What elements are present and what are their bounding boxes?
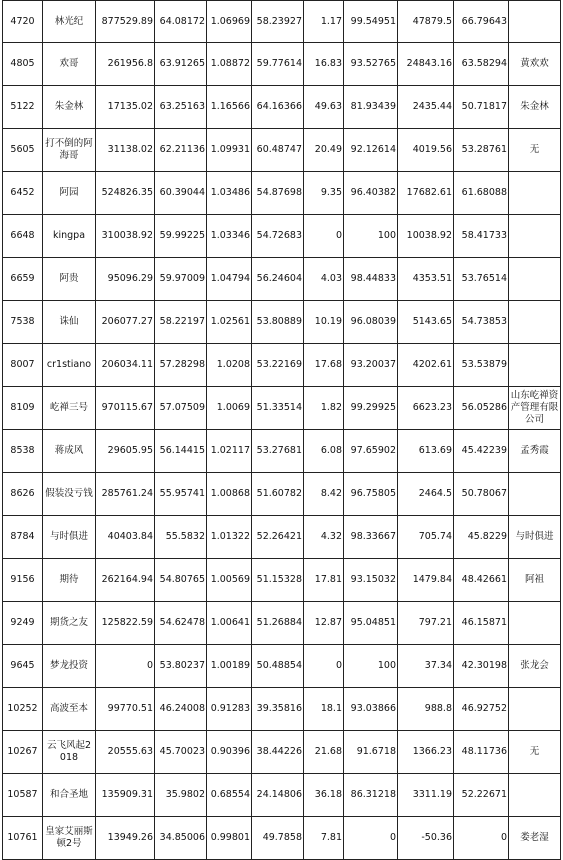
drawdown-cell: 20.49 <box>304 129 344 172</box>
note-cell: 山东屹禅资产管理有限公司 <box>509 387 561 430</box>
note-cell: 黄欢欢 <box>509 43 561 86</box>
index-cell: 48.42661 <box>454 559 509 602</box>
profit-cell: 47879.5 <box>398 1 454 43</box>
name-cell: 假装没亏钱 <box>43 473 96 516</box>
profit-cell: 4353.51 <box>398 258 454 301</box>
score-cell: 64.08172 <box>155 1 207 43</box>
name-cell: 阿贵 <box>43 258 96 301</box>
rate-cell: 93.03866 <box>344 688 398 731</box>
table-row <box>3 559 561 602</box>
score-cell: 35.9802 <box>155 774 207 817</box>
table-row <box>3 301 561 344</box>
percent-cell: 54.87698 <box>252 172 304 215</box>
profit-cell: 613.69 <box>398 430 454 473</box>
score-cell: 53.80237 <box>155 645 207 688</box>
index-cell: 52.22671 <box>454 774 509 817</box>
score-cell: 60.39044 <box>155 172 207 215</box>
rate-cell: 92.12614 <box>344 129 398 172</box>
index-cell: 48.11736 <box>454 731 509 774</box>
index-cell: 42.30198 <box>454 645 509 688</box>
percent-cell: 39.35816 <box>252 688 304 731</box>
name-cell: 梦龙投资 <box>43 645 96 688</box>
note-cell: 无 <box>509 731 561 774</box>
table-row <box>3 1 561 43</box>
score-cell: 59.99225 <box>155 215 207 258</box>
rate-cell: 91.6718 <box>344 731 398 774</box>
profit-cell: 6623.23 <box>398 387 454 430</box>
index-cell: 50.71817 <box>454 86 509 129</box>
ratio-cell: 1.03346 <box>207 215 252 258</box>
table-row <box>3 387 561 430</box>
rate-cell: 100 <box>344 645 398 688</box>
rate-cell: 86.31218 <box>344 774 398 817</box>
profit-cell: 24843.16 <box>398 43 454 86</box>
profit-cell: 2435.44 <box>398 86 454 129</box>
percent-cell: 53.80889 <box>252 301 304 344</box>
ratio-cell: 0.99801 <box>207 817 252 860</box>
note-cell: 与时俱进 <box>509 516 561 559</box>
note-cell <box>509 688 561 731</box>
percent-cell: 60.48747 <box>252 129 304 172</box>
index-cell: 45.42239 <box>454 430 509 473</box>
table-row <box>3 516 561 559</box>
rate-cell: 97.65902 <box>344 430 398 473</box>
profit-cell: 705.74 <box>398 516 454 559</box>
profit-cell: 3311.19 <box>398 774 454 817</box>
ratio-cell: 1.00641 <box>207 602 252 645</box>
score-cell: 57.07509 <box>155 387 207 430</box>
note-cell <box>509 602 561 645</box>
note-cell: 朱金林 <box>509 86 561 129</box>
row-id-cell: 5605 <box>3 129 43 172</box>
ratio-cell: 1.01322 <box>207 516 252 559</box>
note-cell <box>509 1 561 43</box>
percent-cell: 56.24604 <box>252 258 304 301</box>
drawdown-cell: 4.32 <box>304 516 344 559</box>
index-cell: 63.58294 <box>454 43 509 86</box>
score-cell: 57.28298 <box>155 344 207 387</box>
note-cell <box>509 774 561 817</box>
rate-cell: 96.75805 <box>344 473 398 516</box>
table-row <box>3 430 561 473</box>
drawdown-cell: 17.81 <box>304 559 344 602</box>
index-cell: 54.73853 <box>454 301 509 344</box>
percent-cell: 50.48854 <box>252 645 304 688</box>
profit-cell: 1366.23 <box>398 731 454 774</box>
value-cell: 877529.89 <box>96 1 155 43</box>
value-cell: 20555.63 <box>96 731 155 774</box>
name-cell: 欢哥 <box>43 43 96 86</box>
table-row <box>3 129 561 172</box>
index-cell: 46.92752 <box>454 688 509 731</box>
percent-cell: 54.72683 <box>252 215 304 258</box>
note-cell <box>509 172 561 215</box>
drawdown-cell: 0 <box>304 645 344 688</box>
table-row <box>3 774 561 817</box>
score-cell: 54.62478 <box>155 602 207 645</box>
percent-cell: 53.27681 <box>252 430 304 473</box>
row-id-cell: 9249 <box>3 602 43 645</box>
drawdown-cell: 1.82 <box>304 387 344 430</box>
name-cell: 期货之友 <box>43 602 96 645</box>
score-cell: 46.24008 <box>155 688 207 731</box>
note-cell: 孟秀霞 <box>509 430 561 473</box>
percent-cell: 24.14806 <box>252 774 304 817</box>
index-cell: 61.68088 <box>454 172 509 215</box>
index-cell: 53.28761 <box>454 129 509 172</box>
percent-cell: 52.26421 <box>252 516 304 559</box>
percent-cell: 64.16366 <box>252 86 304 129</box>
rate-cell: 98.44833 <box>344 258 398 301</box>
index-cell: 66.79643 <box>454 1 509 43</box>
value-cell: 135909.31 <box>96 774 155 817</box>
drawdown-cell: 8.42 <box>304 473 344 516</box>
table-row <box>3 86 561 129</box>
name-cell: 蒋成风 <box>43 430 96 473</box>
table-row <box>3 602 561 645</box>
row-id-cell: 6452 <box>3 172 43 215</box>
drawdown-cell: 4.03 <box>304 258 344 301</box>
value-cell: 13949.26 <box>96 817 155 860</box>
table-body <box>3 1 561 860</box>
value-cell: 524826.35 <box>96 172 155 215</box>
score-cell: 55.5832 <box>155 516 207 559</box>
profit-cell: 4202.61 <box>398 344 454 387</box>
value-cell: 17135.02 <box>96 86 155 129</box>
percent-cell: 51.33514 <box>252 387 304 430</box>
profit-cell: 4019.56 <box>398 129 454 172</box>
table-row <box>3 43 561 86</box>
drawdown-cell: 7.81 <box>304 817 344 860</box>
name-cell: 期待 <box>43 559 96 602</box>
score-cell: 55.95741 <box>155 473 207 516</box>
drawdown-cell: 10.19 <box>304 301 344 344</box>
ratio-cell: 1.0069 <box>207 387 252 430</box>
row-id-cell: 8109 <box>3 387 43 430</box>
rate-cell: 96.08039 <box>344 301 398 344</box>
ratio-cell: 1.00569 <box>207 559 252 602</box>
ratio-cell: 0.68554 <box>207 774 252 817</box>
table-row <box>3 344 561 387</box>
rate-cell: 96.40382 <box>344 172 398 215</box>
drawdown-cell: 0 <box>304 215 344 258</box>
ratio-cell: 0.90396 <box>207 731 252 774</box>
ratio-cell: 1.02117 <box>207 430 252 473</box>
row-id-cell: 8626 <box>3 473 43 516</box>
profit-cell: 5143.65 <box>398 301 454 344</box>
score-cell: 34.85006 <box>155 817 207 860</box>
value-cell: 970115.67 <box>96 387 155 430</box>
value-cell: 31138.02 <box>96 129 155 172</box>
value-cell: 125822.59 <box>96 602 155 645</box>
percent-cell: 51.15328 <box>252 559 304 602</box>
rate-cell: 95.04851 <box>344 602 398 645</box>
name-cell: 云飞风起2018 <box>43 731 96 774</box>
value-cell: 29605.95 <box>96 430 155 473</box>
drawdown-cell: 18.1 <box>304 688 344 731</box>
drawdown-cell: 6.08 <box>304 430 344 473</box>
ratio-cell: 1.00189 <box>207 645 252 688</box>
row-id-cell: 9645 <box>3 645 43 688</box>
name-cell: kingpa <box>43 215 96 258</box>
name-cell: 皇家艾丽斯顿2号 <box>43 817 96 860</box>
note-cell <box>509 258 561 301</box>
rate-cell: 93.52765 <box>344 43 398 86</box>
value-cell: 262164.94 <box>96 559 155 602</box>
score-cell: 58.22197 <box>155 301 207 344</box>
ranking-table <box>2 0 561 860</box>
index-cell: 0 <box>454 817 509 860</box>
ratio-cell: 1.03486 <box>207 172 252 215</box>
row-id-cell: 10761 <box>3 817 43 860</box>
index-cell: 50.78067 <box>454 473 509 516</box>
rate-cell: 81.93439 <box>344 86 398 129</box>
row-id-cell: 9156 <box>3 559 43 602</box>
note-cell <box>509 301 561 344</box>
drawdown-cell: 36.18 <box>304 774 344 817</box>
value-cell: 261956.8 <box>96 43 155 86</box>
note-cell <box>509 215 561 258</box>
ratio-cell: 1.09931 <box>207 129 252 172</box>
ratio-cell: 1.0208 <box>207 344 252 387</box>
drawdown-cell: 49.63 <box>304 86 344 129</box>
note-cell: 娄老湿 <box>509 817 561 860</box>
ratio-cell: 1.16566 <box>207 86 252 129</box>
ratio-cell: 1.00868 <box>207 473 252 516</box>
drawdown-cell: 12.87 <box>304 602 344 645</box>
score-cell: 59.97009 <box>155 258 207 301</box>
score-cell: 62.21136 <box>155 129 207 172</box>
note-cell: 阿祖 <box>509 559 561 602</box>
value-cell: 206077.27 <box>96 301 155 344</box>
value-cell: 310038.92 <box>96 215 155 258</box>
percent-cell: 38.44226 <box>252 731 304 774</box>
table-row <box>3 473 561 516</box>
row-id-cell: 8007 <box>3 344 43 387</box>
name-cell: 和合圣地 <box>43 774 96 817</box>
profit-cell: 1479.84 <box>398 559 454 602</box>
row-id-cell: 10267 <box>3 731 43 774</box>
name-cell: 朱金林 <box>43 86 96 129</box>
rate-cell: 100 <box>344 215 398 258</box>
name-cell: 诛仙 <box>43 301 96 344</box>
index-cell: 58.41733 <box>454 215 509 258</box>
ratio-cell: 1.08872 <box>207 43 252 86</box>
percent-cell: 51.26884 <box>252 602 304 645</box>
drawdown-cell: 21.68 <box>304 731 344 774</box>
rate-cell: 0 <box>344 817 398 860</box>
score-cell: 63.25163 <box>155 86 207 129</box>
value-cell: 40403.84 <box>96 516 155 559</box>
rate-cell: 98.33667 <box>344 516 398 559</box>
value-cell: 99770.51 <box>96 688 155 731</box>
ratio-cell: 1.06969 <box>207 1 252 43</box>
rate-cell: 93.20037 <box>344 344 398 387</box>
name-cell: 与时俱进 <box>43 516 96 559</box>
row-id-cell: 10252 <box>3 688 43 731</box>
name-cell: 打不倒的阿海哥 <box>43 129 96 172</box>
table-row <box>3 258 561 301</box>
profit-cell: 797.21 <box>398 602 454 645</box>
note-cell: 张龙会 <box>509 645 561 688</box>
drawdown-cell: 17.68 <box>304 344 344 387</box>
name-cell: 屹禅三号 <box>43 387 96 430</box>
score-cell: 56.14415 <box>155 430 207 473</box>
profit-cell: 10038.92 <box>398 215 454 258</box>
percent-cell: 53.22169 <box>252 344 304 387</box>
row-id-cell: 4805 <box>3 43 43 86</box>
percent-cell: 59.77614 <box>252 43 304 86</box>
rate-cell: 93.15032 <box>344 559 398 602</box>
row-id-cell: 7538 <box>3 301 43 344</box>
name-cell: 林光纪 <box>43 1 96 43</box>
table-row <box>3 645 561 688</box>
rate-cell: 99.29925 <box>344 387 398 430</box>
drawdown-cell: 1.17 <box>304 1 344 43</box>
index-cell: 53.76514 <box>454 258 509 301</box>
value-cell: 285761.24 <box>96 473 155 516</box>
profit-cell: 37.34 <box>398 645 454 688</box>
index-cell: 56.05286 <box>454 387 509 430</box>
table-row <box>3 817 561 860</box>
value-cell: 95096.29 <box>96 258 155 301</box>
row-id-cell: 4720 <box>3 1 43 43</box>
table-row <box>3 731 561 774</box>
percent-cell: 58.23927 <box>252 1 304 43</box>
row-id-cell: 8538 <box>3 430 43 473</box>
row-id-cell: 10587 <box>3 774 43 817</box>
name-cell: 高波至本 <box>43 688 96 731</box>
note-cell <box>509 344 561 387</box>
profit-cell: 17682.61 <box>398 172 454 215</box>
note-cell: 无 <box>509 129 561 172</box>
ratio-cell: 1.04794 <box>207 258 252 301</box>
index-cell: 53.53879 <box>454 344 509 387</box>
table-row <box>3 688 561 731</box>
score-cell: 63.91265 <box>155 43 207 86</box>
drawdown-cell: 9.35 <box>304 172 344 215</box>
value-cell: 0 <box>96 645 155 688</box>
rate-cell: 99.54951 <box>344 1 398 43</box>
profit-cell: -50.36 <box>398 817 454 860</box>
ratio-cell: 0.91283 <box>207 688 252 731</box>
row-id-cell: 6659 <box>3 258 43 301</box>
score-cell: 54.80765 <box>155 559 207 602</box>
table-row <box>3 215 561 258</box>
row-id-cell: 8784 <box>3 516 43 559</box>
name-cell: cr1stiano <box>43 344 96 387</box>
row-id-cell: 5122 <box>3 86 43 129</box>
percent-cell: 49.7858 <box>252 817 304 860</box>
index-cell: 46.15871 <box>454 602 509 645</box>
name-cell: 阿园 <box>43 172 96 215</box>
value-cell: 206034.11 <box>96 344 155 387</box>
profit-cell: 988.8 <box>398 688 454 731</box>
index-cell: 45.8229 <box>454 516 509 559</box>
score-cell: 45.70023 <box>155 731 207 774</box>
ratio-cell: 1.02561 <box>207 301 252 344</box>
drawdown-cell: 16.83 <box>304 43 344 86</box>
row-id-cell: 6648 <box>3 215 43 258</box>
percent-cell: 51.60782 <box>252 473 304 516</box>
profit-cell: 2464.5 <box>398 473 454 516</box>
note-cell <box>509 473 561 516</box>
table-row <box>3 172 561 215</box>
